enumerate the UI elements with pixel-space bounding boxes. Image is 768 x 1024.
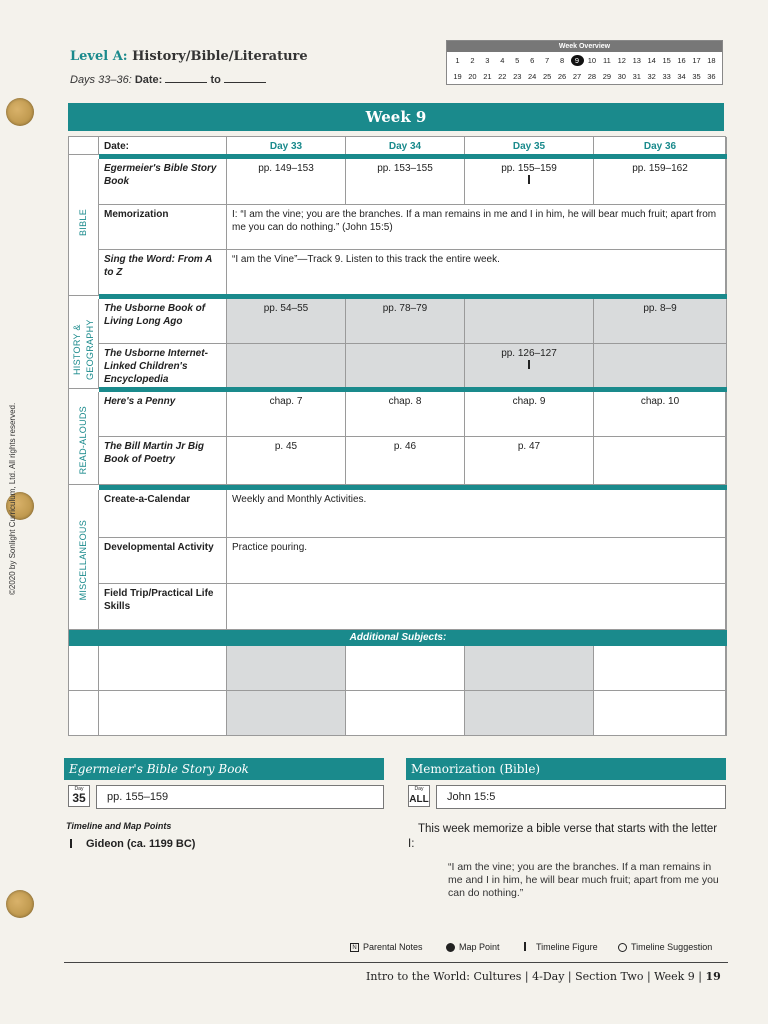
assignment-cell: chap. 8: [346, 392, 465, 437]
footer: [366, 970, 721, 983]
fieldtrip-cell[interactable]: [227, 584, 727, 630]
week-number: 8: [559, 55, 565, 65]
week-number: 10: [587, 55, 597, 65]
day-icon-label: Day: [74, 786, 84, 792]
week-number: 20: [468, 71, 477, 81]
blank-cell[interactable]: [346, 646, 465, 691]
week-number: 33: [662, 71, 671, 81]
week-number: 31: [632, 71, 641, 81]
day-header: Day 35: [465, 137, 594, 155]
row-label: Field Trip/Practical Life Skills: [99, 584, 227, 630]
legend-label: Parental Notes: [363, 942, 423, 952]
week-number: 2: [470, 55, 475, 65]
week-number: 9: [571, 55, 584, 66]
section-label: MISCELLANEOUS: [78, 520, 88, 601]
sing-text: “I am the Vine”—Track 9. Listen to this track the entire week.: [227, 250, 727, 296]
page-number: 19: [705, 970, 721, 983]
week-overview-row: [447, 68, 722, 84]
blank-cell[interactable]: [99, 691, 227, 736]
blank-cell: [69, 691, 99, 736]
blank-cell: [69, 646, 99, 691]
memorization-verse: “I am the vine; you are the branches. If a man remains in me and I in him, he will bear much fruit; apart from me you can do nothing.”: [448, 861, 719, 899]
assignment-cell: pp. 78–79: [346, 299, 465, 344]
section-label: READ-ALOUDS: [78, 406, 88, 475]
memorization-intro: This week memorize a bible verse that starts with the letter I:: [408, 823, 718, 850]
section-misc: [69, 490, 99, 630]
date-blank[interactable]: [224, 73, 266, 83]
day-header: Day 36: [594, 137, 727, 155]
section-read-alouds: [69, 392, 99, 485]
timeline-figure-icon: [528, 175, 530, 184]
memorization-ref: John 15:5: [436, 785, 726, 809]
subject-label: History/Bible/Literature: [132, 49, 308, 64]
blank-cell[interactable]: [99, 646, 227, 691]
week-number: 23: [513, 71, 522, 81]
week-number: 13: [632, 55, 641, 65]
section-history: [69, 299, 99, 389]
egermeier-notes-title: Egermeier's Bible Story Book: [64, 758, 384, 780]
developmental-text: Practice pouring.: [227, 538, 727, 584]
schedule-table: [68, 136, 726, 736]
assignment-cell: chap. 9: [465, 392, 594, 437]
row-label: The Usborne Book of Living Long Ago: [99, 299, 227, 344]
assignment-cell: pp. 159–162: [594, 159, 727, 205]
blank-cell[interactable]: [465, 691, 594, 736]
week-number: 4: [500, 55, 505, 65]
clock-icon: [618, 943, 627, 952]
date-label: Date:: [134, 74, 163, 86]
legend-label: Timeline Suggestion: [631, 942, 713, 952]
section-label: BIBLE: [78, 209, 88, 237]
row-label: Developmental Activity: [99, 538, 227, 584]
week-number: 26: [557, 71, 567, 81]
week-banner: Week 9: [68, 103, 724, 131]
assignment-text: pp. 126–127: [501, 348, 557, 359]
timeline-item: [70, 838, 195, 850]
row-label: The Usborne Internet-Linked Children's Encyclopedia: [99, 344, 227, 389]
to-label: to: [210, 74, 221, 86]
timeline-figure-icon: [524, 942, 526, 951]
blank-cell[interactable]: [594, 691, 727, 736]
legend-timeline: [524, 942, 598, 952]
week-number: 36: [707, 71, 716, 81]
row-label: Memorization: [99, 205, 227, 250]
week-number: 6: [530, 55, 535, 65]
week-number: 21: [483, 71, 492, 81]
week-number: 1: [455, 55, 460, 65]
blank-cell[interactable]: [594, 646, 727, 691]
blank-cell[interactable]: [227, 646, 346, 691]
blank-cell[interactable]: [465, 646, 594, 691]
assignment-cell: [594, 437, 727, 485]
blank-cell[interactable]: [346, 691, 465, 736]
legend-suggestion: [618, 942, 712, 952]
corner-cell: [69, 137, 99, 155]
week-number: 32: [647, 71, 656, 81]
week-overview-title: Week Overview: [447, 41, 722, 52]
assignment-cell: pp. 8–9: [594, 299, 727, 344]
legend-label: Timeline Figure: [536, 942, 598, 952]
footer-text: Intro to the World: Cultures | 4-Day | Section Two | Week 9 |: [366, 970, 702, 983]
assignment-cell: [227, 344, 346, 389]
assignment-cell: [465, 159, 594, 205]
additional-subjects-bar: Additional Subjects:: [69, 630, 727, 646]
section-bible: [69, 159, 99, 296]
page-title: [70, 49, 308, 64]
day-icon-number: 35: [72, 791, 86, 805]
week-number: 17: [692, 55, 701, 65]
day-icon: [68, 785, 90, 807]
week-number: 30: [617, 71, 626, 81]
week-number: 22: [498, 71, 507, 81]
week-number: 27: [572, 71, 582, 81]
legend-label: Map Point: [459, 942, 500, 952]
row-label: Create-a-Calendar: [99, 490, 227, 538]
timeline-item-text: Gideon (ca. 1199 BC): [86, 838, 196, 850]
assignment-text: pp. 155–159: [501, 163, 557, 174]
row-label: Egermeier's Bible Story Book: [99, 159, 227, 205]
week-number: 15: [662, 55, 671, 65]
week-number: 12: [617, 55, 626, 65]
week-number: 18: [707, 55, 716, 65]
timeline-figure-icon: [70, 839, 72, 848]
assignment-cell: pp. 153–155: [346, 159, 465, 205]
week-number: 7: [545, 55, 550, 65]
binder-hole: [6, 890, 34, 918]
assignment-cell: [465, 344, 594, 389]
week-number: 5: [515, 55, 520, 65]
week-number: 19: [453, 71, 462, 81]
week-number: 34: [677, 71, 686, 81]
day-icon-label: Day: [414, 786, 424, 792]
binder-hole: [6, 98, 34, 126]
assignment-cell: p. 46: [346, 437, 465, 485]
memorization-text: I: “I am the vine; you are the branches. If a man remains in me and I in him, he will bear much fruit; apart from me you can do nothing.” (John 15:5): [227, 205, 727, 250]
date-header: Date:: [99, 137, 227, 155]
row-label: Sing the Word: From A to Z: [99, 250, 227, 296]
week-overview: [446, 40, 723, 85]
week-number: 29: [602, 71, 612, 81]
legend-parental: [350, 942, 423, 952]
week-number: 28: [587, 71, 597, 81]
legend-map: [446, 942, 500, 952]
day-header: Day 34: [346, 137, 465, 155]
assignment-cell: chap. 10: [594, 392, 727, 437]
assignment-cell: pp. 149–153: [227, 159, 346, 205]
day-header: Day 33: [227, 137, 346, 155]
days-range: Days 33–36:: [70, 74, 132, 86]
section-label: HISTORY & GEOGRAPHY: [72, 319, 95, 380]
day-icon-number: ALL: [409, 794, 429, 805]
week-number: 11: [602, 55, 611, 65]
assignment-cell: [594, 344, 727, 389]
blank-cell[interactable]: [227, 691, 346, 736]
level-label: Level A:: [70, 49, 128, 64]
timeline-heading: Timeline and Map Points: [66, 821, 172, 831]
week-number: 16: [677, 55, 686, 65]
assignment-cell: pp. 54–55: [227, 299, 346, 344]
memorization-notes-title: Memorization (Bible): [406, 758, 726, 780]
assignment-cell: p. 47: [465, 437, 594, 485]
map-point-icon: [446, 943, 455, 952]
week-number: 35: [692, 71, 701, 81]
assignment-cell: [465, 299, 594, 344]
row-label: The Bill Martin Jr Big Book of Poetry: [99, 437, 227, 485]
week-number: 25: [542, 71, 552, 81]
week-number: 3: [485, 55, 490, 65]
row-label: Here's a Penny: [99, 392, 227, 437]
assignment-cell: chap. 7: [227, 392, 346, 437]
parental-notes-icon: N: [350, 943, 359, 952]
week-number: 14: [647, 55, 656, 65]
week-overview-row: [447, 52, 722, 68]
timeline-figure-icon: [528, 360, 530, 369]
assignment-cell: p. 45: [227, 437, 346, 485]
week-number: 24: [528, 71, 537, 81]
egermeier-pages: pp. 155–159: [96, 785, 384, 809]
date-blank[interactable]: [165, 73, 207, 83]
assignment-cell: [346, 344, 465, 389]
footer-rule: [64, 962, 728, 963]
copyright: ©2020 by Sonlight Curriculum, Ltd. All rights reserved.: [8, 402, 17, 595]
calendar-text: Weekly and Monthly Activities.: [227, 490, 727, 538]
days-line: [70, 73, 266, 86]
day-icon: [408, 785, 430, 807]
